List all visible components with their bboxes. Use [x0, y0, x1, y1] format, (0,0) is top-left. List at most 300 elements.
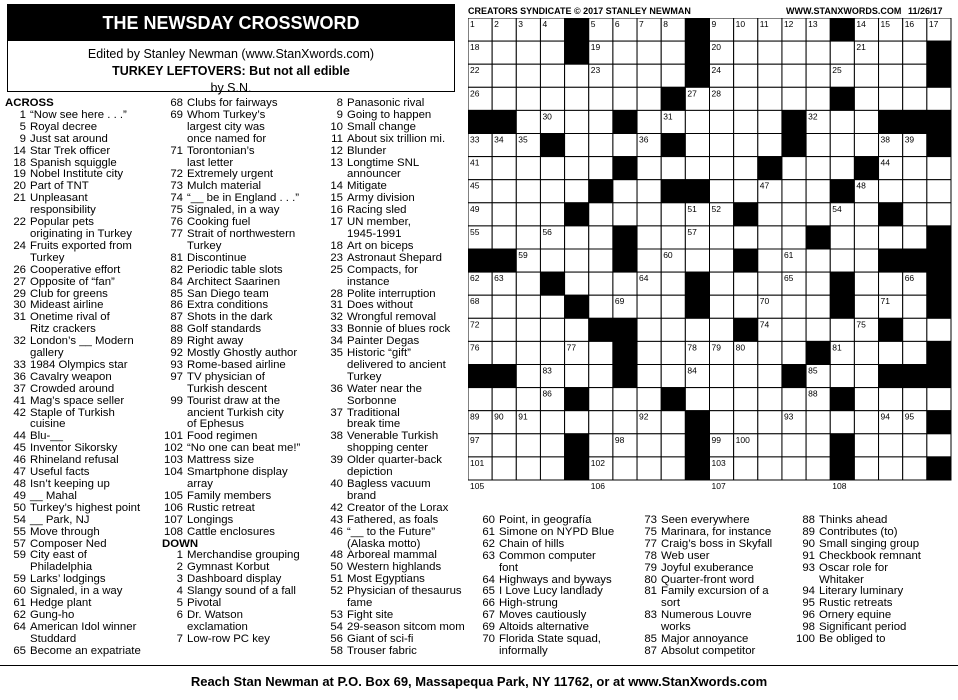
black-square [903, 110, 927, 133]
grid-cell[interactable] [589, 110, 613, 133]
grid-cell[interactable] [613, 388, 637, 411]
grid-cell[interactable] [613, 41, 637, 64]
grid-cell[interactable] [806, 157, 830, 180]
clue-number: 61 [13, 597, 26, 610]
crossword-grid[interactable] [468, 18, 952, 502]
grid-cell[interactable] [516, 226, 540, 249]
grid-cell[interactable] [540, 457, 564, 480]
black-square [492, 110, 516, 133]
grid-cell[interactable] [540, 295, 564, 318]
grid-cell[interactable] [758, 87, 782, 110]
cell-number: 99 [711, 434, 721, 445]
grid-cell[interactable] [710, 388, 734, 411]
clue-text: Web user [661, 549, 710, 562]
grid-cell[interactable] [589, 434, 613, 457]
grid-cell[interactable] [710, 272, 734, 295]
grid-cell[interactable] [492, 41, 516, 64]
grid-cell[interactable] [782, 203, 806, 226]
grid-cell[interactable] [565, 87, 589, 110]
grid-cell[interactable] [734, 295, 758, 318]
grid-cell[interactable] [758, 134, 782, 157]
grid-cell[interactable] [589, 226, 613, 249]
clue-item [322, 372, 472, 384]
grid-cell[interactable] [637, 295, 661, 318]
grid-cell[interactable] [903, 203, 927, 226]
grid-cell[interactable] [806, 434, 830, 457]
grid-cell[interactable] [637, 365, 661, 388]
grid-cell[interactable] [637, 41, 661, 64]
grid-cell[interactable] [903, 157, 927, 180]
grid-cell[interactable] [710, 226, 734, 249]
grid-cell[interactable] [758, 110, 782, 133]
grid-cell[interactable] [685, 318, 709, 341]
grid-cell[interactable] [782, 64, 806, 87]
grid-cell[interactable] [589, 249, 613, 272]
black-square [927, 341, 951, 364]
grid-cell[interactable] [637, 64, 661, 87]
grid-cell[interactable] [613, 272, 637, 295]
grid-cell[interactable] [661, 64, 685, 87]
black-square [492, 249, 516, 272]
grid-cell[interactable] [710, 134, 734, 157]
grid-cell[interactable] [806, 457, 830, 480]
grid-cell[interactable] [661, 411, 685, 434]
grid-cell[interactable] [516, 434, 540, 457]
grid-cell[interactable] [854, 272, 878, 295]
grid-cell[interactable] [854, 295, 878, 318]
grid-cell[interactable] [637, 341, 661, 364]
cell-number: 70 [759, 296, 770, 307]
clue-text: brand [347, 489, 377, 502]
cell-number: 81 [832, 342, 842, 353]
grid-cell[interactable] [758, 226, 782, 249]
grid-cell[interactable] [589, 134, 613, 157]
grid-cell[interactable] [661, 318, 685, 341]
clue-item [322, 598, 472, 610]
grid-cell[interactable] [710, 365, 734, 388]
grid-cell[interactable] [540, 249, 564, 272]
grid-cell[interactable] [565, 249, 589, 272]
clue-text: once named for [187, 132, 267, 145]
cell-number: 53 [735, 203, 746, 214]
grid-cell[interactable] [637, 203, 661, 226]
grid-cell[interactable] [661, 295, 685, 318]
black-square [830, 272, 854, 295]
grid-cell[interactable] [927, 318, 951, 341]
grid-cell[interactable] [613, 180, 637, 203]
grid-cell[interactable] [758, 434, 782, 457]
grid-cell[interactable] [492, 388, 516, 411]
grid-cell[interactable] [854, 365, 878, 388]
grid-cell[interactable] [806, 180, 830, 203]
grid-cell[interactable] [782, 87, 806, 110]
grid-cell[interactable] [758, 365, 782, 388]
cell-number: 26 [470, 88, 480, 99]
grid-cell[interactable] [661, 272, 685, 295]
grid-cell[interactable] [758, 457, 782, 480]
grid-cell[interactable] [758, 64, 782, 87]
clue-text: Does without [347, 299, 413, 312]
grid-cell[interactable] [613, 87, 637, 110]
grid-cell[interactable] [927, 434, 951, 457]
grid-cell[interactable] [758, 341, 782, 364]
grid-cell[interactable] [927, 157, 951, 180]
grid-cell[interactable] [565, 272, 589, 295]
grid-cell[interactable] [516, 272, 540, 295]
clue-item [162, 622, 328, 634]
grid-cell[interactable] [854, 226, 878, 249]
grid-cell[interactable] [516, 365, 540, 388]
grid-cell[interactable] [782, 180, 806, 203]
grid-cell[interactable] [734, 110, 758, 133]
grid-cell[interactable] [685, 388, 709, 411]
grid-cell[interactable] [685, 157, 709, 180]
grid-cell[interactable] [879, 41, 903, 64]
grid-cell[interactable] [637, 226, 661, 249]
grid-cell[interactable] [830, 365, 854, 388]
grid-cell[interactable] [637, 434, 661, 457]
grid-cell[interactable] [710, 110, 734, 133]
grid-cell[interactable] [540, 41, 564, 64]
grid-cell[interactable] [710, 318, 734, 341]
grid-cell[interactable] [516, 64, 540, 87]
grid-cell[interactable] [516, 388, 540, 411]
grid-cell[interactable] [637, 318, 661, 341]
grid-cell[interactable] [540, 157, 564, 180]
grid-cell[interactable] [806, 272, 830, 295]
grid-cell[interactable] [903, 226, 927, 249]
grid-cell[interactable] [492, 341, 516, 364]
grid-cell[interactable] [854, 203, 878, 226]
grid-cell[interactable] [854, 134, 878, 157]
grid-cell[interactable] [685, 249, 709, 272]
grid-cell[interactable] [927, 388, 951, 411]
clue-number: 82 [170, 263, 183, 276]
grid-cell[interactable] [854, 87, 878, 110]
grid-cell[interactable] [613, 64, 637, 87]
grid-cell[interactable] [734, 41, 758, 64]
clue-text: Fruits exported from [30, 239, 132, 252]
clue-number: 64 [13, 620, 26, 633]
grid-cell[interactable] [661, 434, 685, 457]
grid-cell[interactable] [734, 457, 758, 480]
grid-cell[interactable] [516, 110, 540, 133]
grid-cell[interactable] [854, 457, 878, 480]
grid-cell[interactable] [685, 134, 709, 157]
grid-cell[interactable] [540, 341, 564, 364]
grid-cell[interactable] [613, 411, 637, 434]
grid-cell[interactable] [492, 295, 516, 318]
cell-number: 78 [687, 342, 697, 353]
grid-cell[interactable] [540, 203, 564, 226]
grid-cell[interactable] [830, 226, 854, 249]
clue-text: Turkey [347, 370, 382, 383]
clue-text: __ Park, NJ [30, 513, 90, 526]
grid-cell[interactable] [879, 64, 903, 87]
grid-cell[interactable] [613, 203, 637, 226]
grid-cell[interactable] [734, 87, 758, 110]
grid-cell[interactable] [903, 341, 927, 364]
clue-column-2 [162, 98, 328, 646]
grid-cell[interactable] [637, 110, 661, 133]
clue-item [162, 634, 328, 646]
grid-cell[interactable] [565, 180, 589, 203]
grid-cell[interactable] [661, 341, 685, 364]
grid-cell[interactable] [589, 272, 613, 295]
grid-cell[interactable] [516, 203, 540, 226]
cell-number: 29 [832, 88, 842, 99]
grid-cell[interactable] [903, 64, 927, 87]
clue-item [162, 372, 328, 384]
grid-cell[interactable] [492, 64, 516, 87]
clue-text: Turkey [187, 239, 222, 252]
grid-cell[interactable] [734, 388, 758, 411]
grid-cell[interactable] [927, 180, 951, 203]
grid-cell[interactable] [492, 203, 516, 226]
grid-cell[interactable] [806, 203, 830, 226]
grid-cell[interactable] [806, 249, 830, 272]
grid-cell[interactable] [806, 411, 830, 434]
grid-cell[interactable] [782, 388, 806, 411]
clue-number: 48 [13, 478, 26, 490]
grid-cell[interactable] [782, 157, 806, 180]
clue-number: 75 [644, 525, 657, 538]
grid-cell[interactable] [589, 365, 613, 388]
grid-cell[interactable] [758, 411, 782, 434]
grid-cell[interactable] [540, 64, 564, 87]
clue-number: 81 [644, 585, 657, 598]
grid-cell[interactable] [685, 110, 709, 133]
grid-cell[interactable] [782, 295, 806, 318]
cell-number: 24 [711, 65, 721, 76]
grid-cell[interactable] [492, 457, 516, 480]
grid-cell[interactable] [565, 318, 589, 341]
grid-cell[interactable] [782, 434, 806, 457]
clue-number: 45 [13, 442, 26, 455]
grid-cell[interactable] [492, 157, 516, 180]
grid-cell[interactable] [565, 157, 589, 180]
grid-cell[interactable] [613, 134, 637, 157]
grid-cell[interactable] [710, 180, 734, 203]
grid-cell[interactable] [806, 295, 830, 318]
clue-item [322, 146, 472, 158]
clue-text: delivered to ancient [347, 358, 446, 371]
grid-cell[interactable] [540, 318, 564, 341]
grid-cell[interactable] [710, 157, 734, 180]
grid-cell[interactable] [637, 457, 661, 480]
cell-number: 71 [880, 296, 891, 307]
grid-cell[interactable] [854, 434, 878, 457]
clue-item [468, 634, 634, 646]
grid-cell[interactable] [927, 87, 951, 110]
clue-text: Literary luminary [819, 585, 904, 598]
grid-cell[interactable] [540, 180, 564, 203]
grid-cell[interactable] [637, 249, 661, 272]
clue-number [162, 384, 187, 396]
grid-cell[interactable] [637, 87, 661, 110]
grid-cell[interactable] [516, 318, 540, 341]
grid-cell[interactable] [734, 134, 758, 157]
grid-cell[interactable] [710, 295, 734, 318]
grid-cell[interactable] [661, 226, 685, 249]
cell-number: 4 [542, 19, 548, 29]
grid-cell[interactable] [854, 249, 878, 272]
cell-number: 74 [759, 319, 770, 330]
grid-cell[interactable] [830, 110, 854, 133]
grid-cell[interactable] [565, 64, 589, 87]
clue-number [322, 396, 347, 408]
grid-cell[interactable] [565, 226, 589, 249]
grid-cell[interactable] [565, 365, 589, 388]
clue-item [5, 503, 165, 515]
grid-cell[interactable] [516, 295, 540, 318]
grid-cell[interactable] [830, 41, 854, 64]
grid-cell[interactable] [492, 434, 516, 457]
grid-cell[interactable] [903, 457, 927, 480]
grid-cell[interactable] [903, 388, 927, 411]
grid-cell[interactable] [782, 341, 806, 364]
clue-text: Mideast airline [30, 299, 104, 312]
grid-cell[interactable] [927, 203, 951, 226]
grid-cell[interactable] [734, 272, 758, 295]
grid-cell[interactable] [879, 272, 903, 295]
grid-cell[interactable] [637, 388, 661, 411]
grid-cell[interactable] [758, 41, 782, 64]
grid-cell[interactable] [879, 226, 903, 249]
grid-cell[interactable] [661, 365, 685, 388]
grid-cell[interactable] [516, 341, 540, 364]
clue-text: Useful facts [30, 466, 90, 479]
grid-cell[interactable] [830, 249, 854, 272]
grid-cell[interactable] [903, 87, 927, 110]
grid-cell[interactable] [734, 180, 758, 203]
grid-cell[interactable] [565, 110, 589, 133]
grid-cell[interactable] [589, 411, 613, 434]
grid-cell[interactable] [806, 87, 830, 110]
grid-cell[interactable] [806, 41, 830, 64]
grid-cell[interactable] [516, 457, 540, 480]
clue-item [322, 169, 472, 181]
grid-cell[interactable] [589, 157, 613, 180]
grid-cell[interactable] [782, 318, 806, 341]
cell-number: 68 [470, 296, 480, 307]
grid-cell[interactable] [830, 318, 854, 341]
grid-cell[interactable] [758, 203, 782, 226]
clue-text: of Ephesus [187, 418, 244, 431]
grid-cell[interactable] [782, 226, 806, 249]
grid-cell[interactable] [661, 203, 685, 226]
grid-cell[interactable] [782, 41, 806, 64]
grid-cell[interactable] [782, 457, 806, 480]
grid-cell[interactable] [830, 411, 854, 434]
clue-number: 10 [330, 120, 343, 133]
grid-cell[interactable] [734, 226, 758, 249]
clue-text: Mitigate [347, 180, 387, 193]
cell-number: 86 [542, 388, 552, 399]
grid-cell[interactable] [589, 341, 613, 364]
grid-cell[interactable] [637, 180, 661, 203]
clue-text: Most Egyptians [347, 573, 425, 586]
grid-cell[interactable] [516, 87, 540, 110]
grid-cell[interactable] [710, 249, 734, 272]
grid-cell[interactable] [516, 180, 540, 203]
grid-cell[interactable] [734, 64, 758, 87]
grid-cell[interactable] [903, 318, 927, 341]
grid-cell[interactable] [903, 180, 927, 203]
grid-cell[interactable] [903, 295, 927, 318]
grid-cell[interactable] [492, 87, 516, 110]
grid-cell[interactable] [589, 295, 613, 318]
grid-cell[interactable] [661, 41, 685, 64]
grid-cell[interactable] [637, 157, 661, 180]
grid-cell[interactable] [589, 203, 613, 226]
clue-number: 56 [330, 632, 343, 645]
grid-cell[interactable] [903, 41, 927, 64]
grid-cell[interactable] [830, 134, 854, 157]
grid-cell[interactable] [540, 87, 564, 110]
grid-cell[interactable] [830, 157, 854, 180]
grid-cell[interactable] [589, 87, 613, 110]
grid-cell[interactable] [734, 157, 758, 180]
grid-cell[interactable] [854, 110, 878, 133]
grid-cell[interactable] [492, 180, 516, 203]
grid-cell[interactable] [516, 41, 540, 64]
black-square [903, 365, 927, 388]
grid-cell[interactable] [806, 134, 830, 157]
grid-cell[interactable] [565, 134, 589, 157]
grid-cell[interactable] [710, 411, 734, 434]
clue-text: “No one can beat me!” [187, 442, 301, 455]
clue-text: Fathered, as foals [347, 513, 439, 526]
grid-cell[interactable] [854, 388, 878, 411]
grid-cell[interactable] [806, 64, 830, 87]
grid-cell[interactable] [879, 388, 903, 411]
grid-cell[interactable] [540, 434, 564, 457]
grid-cell[interactable] [854, 411, 878, 434]
grid-cell[interactable] [879, 457, 903, 480]
grid-cell[interactable] [565, 411, 589, 434]
grid-cell[interactable] [758, 272, 782, 295]
clue-text: Signaled, in a way [187, 204, 280, 217]
grid-cell[interactable] [879, 87, 903, 110]
grid-cell[interactable] [613, 457, 637, 480]
grid-cell[interactable] [854, 64, 878, 87]
clue-number: 26 [13, 263, 26, 276]
grid-cell[interactable] [806, 318, 830, 341]
grid-cell[interactable] [734, 365, 758, 388]
clue-item [5, 634, 165, 646]
clue-number: 70 [482, 633, 495, 646]
grid-cell[interactable] [879, 341, 903, 364]
grid-cell[interactable] [540, 411, 564, 434]
clue-number: 86 [170, 299, 183, 312]
grid-cell[interactable] [879, 434, 903, 457]
grid-cell[interactable] [854, 341, 878, 364]
grid-cell[interactable] [758, 388, 782, 411]
grid-cell[interactable] [661, 457, 685, 480]
grid-cell[interactable] [903, 434, 927, 457]
grid-cell[interactable] [734, 411, 758, 434]
grid-cell[interactable] [492, 226, 516, 249]
clue-number: 33 [330, 323, 343, 336]
black-square [565, 41, 589, 64]
grid-cell[interactable] [879, 180, 903, 203]
grid-cell[interactable] [758, 249, 782, 272]
grid-cell[interactable] [516, 157, 540, 180]
grid-cell[interactable] [661, 157, 685, 180]
grid-cell[interactable] [492, 318, 516, 341]
grid-cell[interactable] [589, 388, 613, 411]
